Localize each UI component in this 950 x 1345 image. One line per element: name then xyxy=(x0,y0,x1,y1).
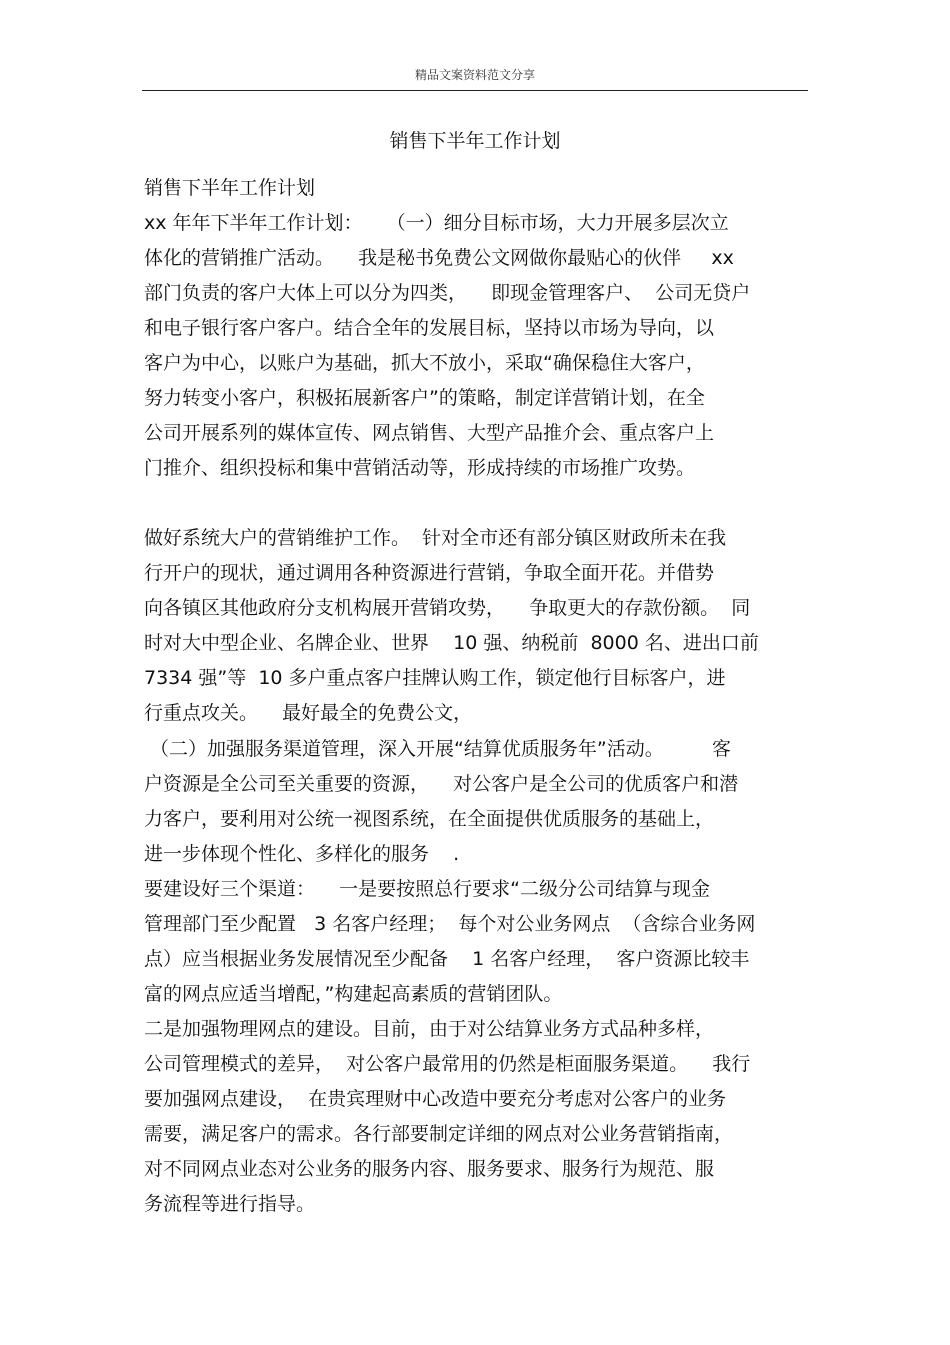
body-line: 要加强网点建设， 在贵宾理财中心改造中要充分考虑对公客户的业务 xyxy=(144,1088,727,1110)
body-line: 需要，满足客户的需求。各行部要制定详细的网点对公业务营销指南， xyxy=(144,1123,734,1145)
body-line: 客户为中心，以账户为基础，抓大不放小，采取“确保稳住大客户， xyxy=(144,352,705,374)
body-line: 时对大中型企业、名牌企业、世界 10 强、纳税前 8000 名、进出口前 xyxy=(144,632,759,654)
body-line: 公司开展系列的媒体宣传、网点销售、大型产品推介会、重点客户上 xyxy=(144,422,715,444)
body-line: 和电子银行客户客户。结合全年的发展目标，坚持以市场为导向，以 xyxy=(144,317,715,339)
body-line: 做好系统大户的营销维护工作。 针对全市还有部分镇区财政所未在我 xyxy=(144,527,727,549)
body-line: 对不同网点业态对公业务的服务内容、服务要求、服务行为规范、服 xyxy=(144,1158,715,1180)
body-line: 销售下半年工作计划 xyxy=(144,177,316,199)
body-line: 点）应当根据业务发展情况至少配备 1 名客户经理， 客户资源比较丰 xyxy=(144,948,750,970)
header-divider xyxy=(142,90,808,91)
page-header xyxy=(142,0,808,92)
body-line: 要建设好三个渠道： 一是要按照总行要求“二级分公司结算与现金 xyxy=(144,878,711,900)
body-line: 努力转变小客户，积极拓展新客户”的策略，制定详营销计划，在全 xyxy=(144,387,705,409)
body-line: 门推介、组织投标和集中营销活动等，形成持续的市场推广攻势。 xyxy=(144,457,696,479)
body-line: （二）加强服务渠道管理，深入开展“结算优质服务年”活动。 客 xyxy=(144,738,732,760)
body-line: 行开户的现状，通过调用各种资源进行营销，争取全面开花。并借势 xyxy=(144,562,715,584)
body-line: 富的网点应适当增配，”构建起高素质的营销团队。 xyxy=(144,983,563,1005)
body-line: 向各镇区其他政府分支机构展开营销攻势， 争取更大的存款份额。 同 xyxy=(144,597,751,619)
body-line: 力客户，要利用对公统一视图系统，在全面提供优质服务的基础上， xyxy=(144,808,715,830)
body-line: 部门负责的客户大体上可以分为四类， 即现金管理客户、 公司无贷户 xyxy=(144,282,751,304)
body-line: 7334 强”等 10 多户重点客户挂牌认购工作，锁定他行目标客户，进 xyxy=(144,667,726,689)
body-line: 公司管理模式的差异， 对公客户最常用的仍然是柜面服务渠道。 我行 xyxy=(144,1053,751,1075)
document-title: 销售下半年工作计划 xyxy=(389,130,561,152)
body-line: 行重点攻关。 最好最全的免费公文， xyxy=(144,702,473,724)
body-line: 二是加强物理网点的建设。目前，由于对公结算业务方式品种多样， xyxy=(144,1018,715,1040)
body-line: 体化的营销推广活动。 我是秘书免费公文网做你最贴心的伙伴 xx xyxy=(144,247,734,269)
body-line: 进一步体现个性化、多样化的服务 . xyxy=(144,843,460,865)
body-line: 户资源是全公司至关重要的资源， 对公客户是全公司的优质客户和潜 xyxy=(144,773,739,795)
body-line: 管理部门至少配置 3 名客户经理； 每个对公业务网点 （含综合业务网 xyxy=(144,913,756,935)
body-line: 务流程等进行指导。 xyxy=(144,1193,316,1215)
body-line: xx 年年下半年工作计划： （一）细分目标市场，大力开展多层次立 xyxy=(144,212,729,234)
header-text: 精品文案资料范文分享 xyxy=(414,68,535,82)
